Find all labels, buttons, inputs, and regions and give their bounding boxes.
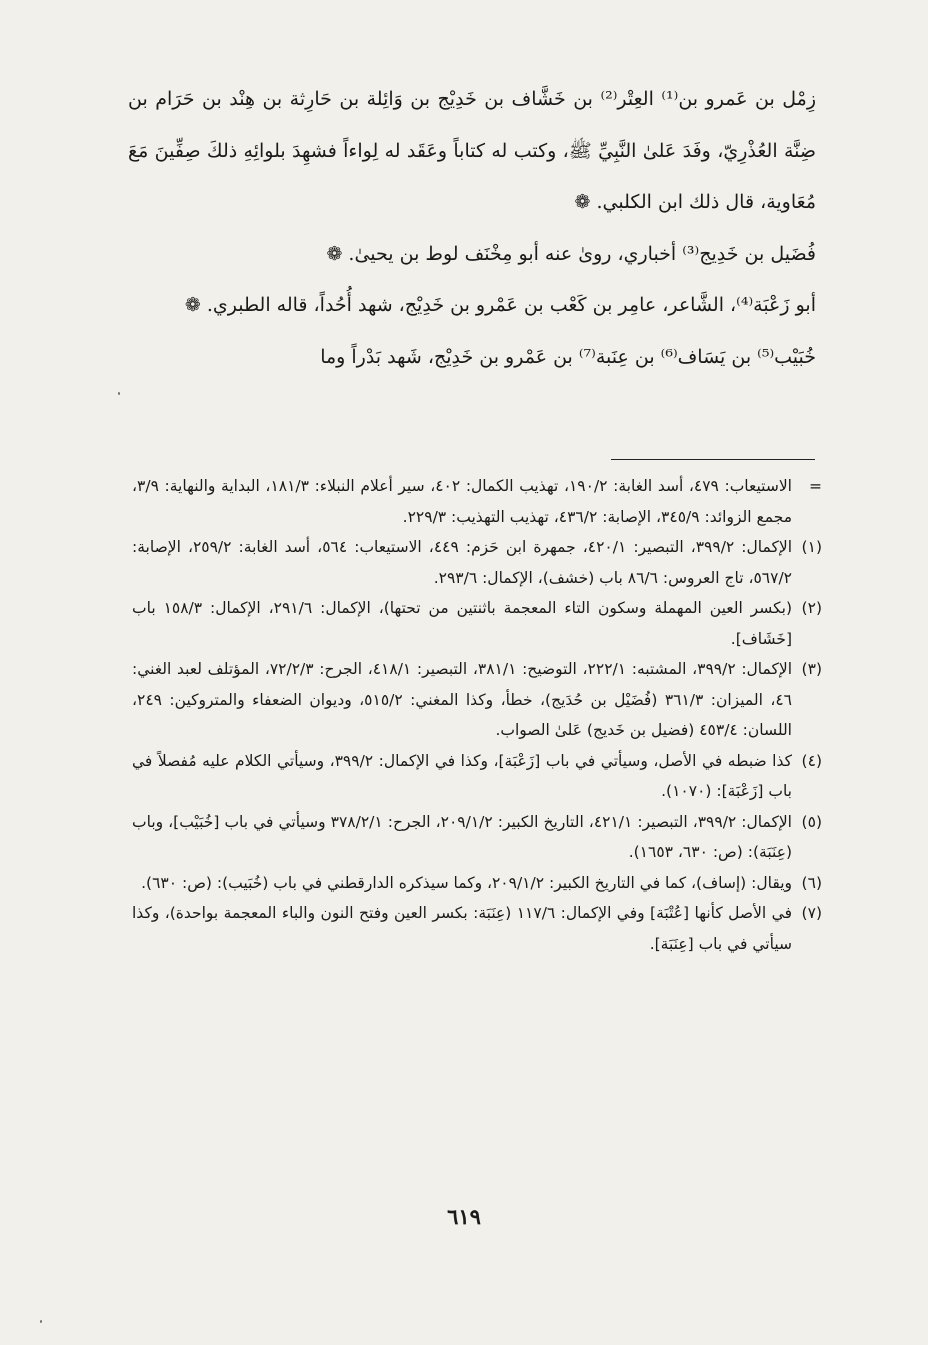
footnote-marker: (٦) <box>801 873 822 892</box>
footnote-marker: = <box>809 477 822 495</box>
footnote-4 <box>132 746 822 807</box>
entry-zimil-paragraph: زِمْل بن عَمرو بن⁽¹⁾ العِتْر⁽²⁾ بن خَشَّاف بن خَدِيْج بن وَائِلة بن حَارِثة بن هِنْد بن حَرَام بن ضِنَّة العُذْرِيّ، وفَدَ عَلىٰ النَّبِيِّ ﷺ، وكتب له كتاباً وعَقَد له لِواءاً فشهِدَ بلوائِهِ ذلكَ صِفِّينَ مَعَ مُعَاوية، قال ذلك ابن الكلبي. ❁ <box>128 88 817 213</box>
page-number: ٦١٩ <box>447 1204 481 1229</box>
footnote-separator <box>611 459 815 460</box>
paper-speck <box>118 392 120 395</box>
footnote-7 <box>132 898 822 959</box>
footnote-marker: (٥) <box>801 812 822 831</box>
footnote-marker: (٢) <box>801 599 822 617</box>
footnote-2 <box>132 593 822 654</box>
footnotes <box>132 471 822 959</box>
footnote-1 <box>132 532 822 593</box>
main-text <box>128 74 816 383</box>
paper-speck <box>40 1320 42 1323</box>
footnote-5 <box>132 807 822 868</box>
footnote-text: في الأصل كأنها [عُتْبَة] وفي الإكمال: ١١٧/٦ (عِنَبَة: بكسر العين وفتح النون والباء المعجمة بواحدة)، وكذا سيأتي في باب [عِنَبَة]. <box>132 904 792 953</box>
footnote-text: (بكسر العين المهملة وسكون التاء المعجمة باثنتين من تحتها)، الإكمال: ٢٩١/٦، الإكمال: ١٥٨/٣ باب [خَشَاف]. <box>132 599 792 648</box>
footnote-text: الاستيعاب: ٤٧٩، أسد الغابة: ١٩٠/٢، تهذيب الكمال: ٤٠٢، سير أعلام النبلاء: ١٨١/٣، البداية والنهاية: ٣/٩، مجمع الزوائد: ٣٤٥/٩، الإصابة: ٤٣٦/٢، تهذيب التهذيب: ٢٢٩/٣. <box>132 477 792 526</box>
footnote-marker: (٧) <box>801 904 822 922</box>
footnote-3 <box>132 654 822 746</box>
footnote-marker: (١) <box>801 538 822 556</box>
entry-fudayl-paragraph: فُضَيل بن خَدِيج⁽³⁾ أخباري، روىٰ عنه أبو مِخْنَف لوط بن يحيىٰ. ❁ <box>326 242 816 265</box>
footnote-text: الإكمال: ٣٩٩/٢، المشتبه: ٢٢٢/١، التوضيح: ٣٨١/١، التبصير: ٤١٨/١، الجرح: ٧٢/٢/٣، المؤتلف لعبد الغني: ٤٦، الميزان: ٣٦١/٣ (فُضَيْل بن حُدَيج)، خطأ، وكذا المغني: ٥١٥/٢، وديوان الضعفاء والمتروكين: ٢٤٩، اللسان: ٤٥٣/٤ (فضيل بن خَديج) عَلىٰ الصواب. <box>132 660 793 739</box>
footnote-text: الإكمال: ٣٩٩/٢، التبصير: ٤٢٠/١، جمهرة ابن حَزم: ٤٤٩، الاستيعاب: ٥٦٤، أسد الغابة: ٢٥٩/٢، الإصابة: ٥٦٧/٢، تاج العروس: ٨٦/٦ باب (خشف)، الإكمال: ٢٩٣/٦. <box>132 538 793 587</box>
footnote-marker: (٤) <box>801 751 822 770</box>
entry-khubayb-paragraph: خُبَيْب⁽⁵⁾ بن يَسَاف⁽⁶⁾ بن عِنَبة⁽⁷⁾ بن عَمْرو بن خَدِيْج، شَهد بَدْراً وما <box>320 345 816 368</box>
footnote-continuation <box>132 471 822 532</box>
footnote-text: ويقال: (إساف)، كما في التاريخ الكبير: ٢٠٩/١/٢، وكما سيذكره الدارقطني في باب (خُبَيب): (ص: ٦٣٠). <box>141 873 792 892</box>
entry-abu-zabah-paragraph: أبو زَعْبَة⁽⁴⁾، الشَّاعر، عامِر بن كَعْب بن عَمْرو بن خَدِيْج، شهد أُحُداً، قاله الطبري. ❁ <box>184 294 816 316</box>
footnote-marker: (٣) <box>801 660 822 678</box>
footnote-text: كذا ضبطه في الأصل، وسيأتي في باب [زَعْبَة]، وكذا في الإكمال: ٣٩٩/٢، وسيأتي الكلام عليه مُفصلاً في باب [زَعْبَة]: (١٠٧٠). <box>132 751 792 800</box>
footnote-6 <box>132 868 822 899</box>
footnote-text: الإكمال: ٣٩٩/٢، التبصير: ٤٢١/١، التاريخ الكبير: ٢٠٩/١/٢، الجرح: ٣٧٨/٢/١ وسيأتي في باب [خُبَيْب]، وباب (عِنَبَة): (ص: ٦٣٠، ١٦٥٣). <box>132 812 792 861</box>
